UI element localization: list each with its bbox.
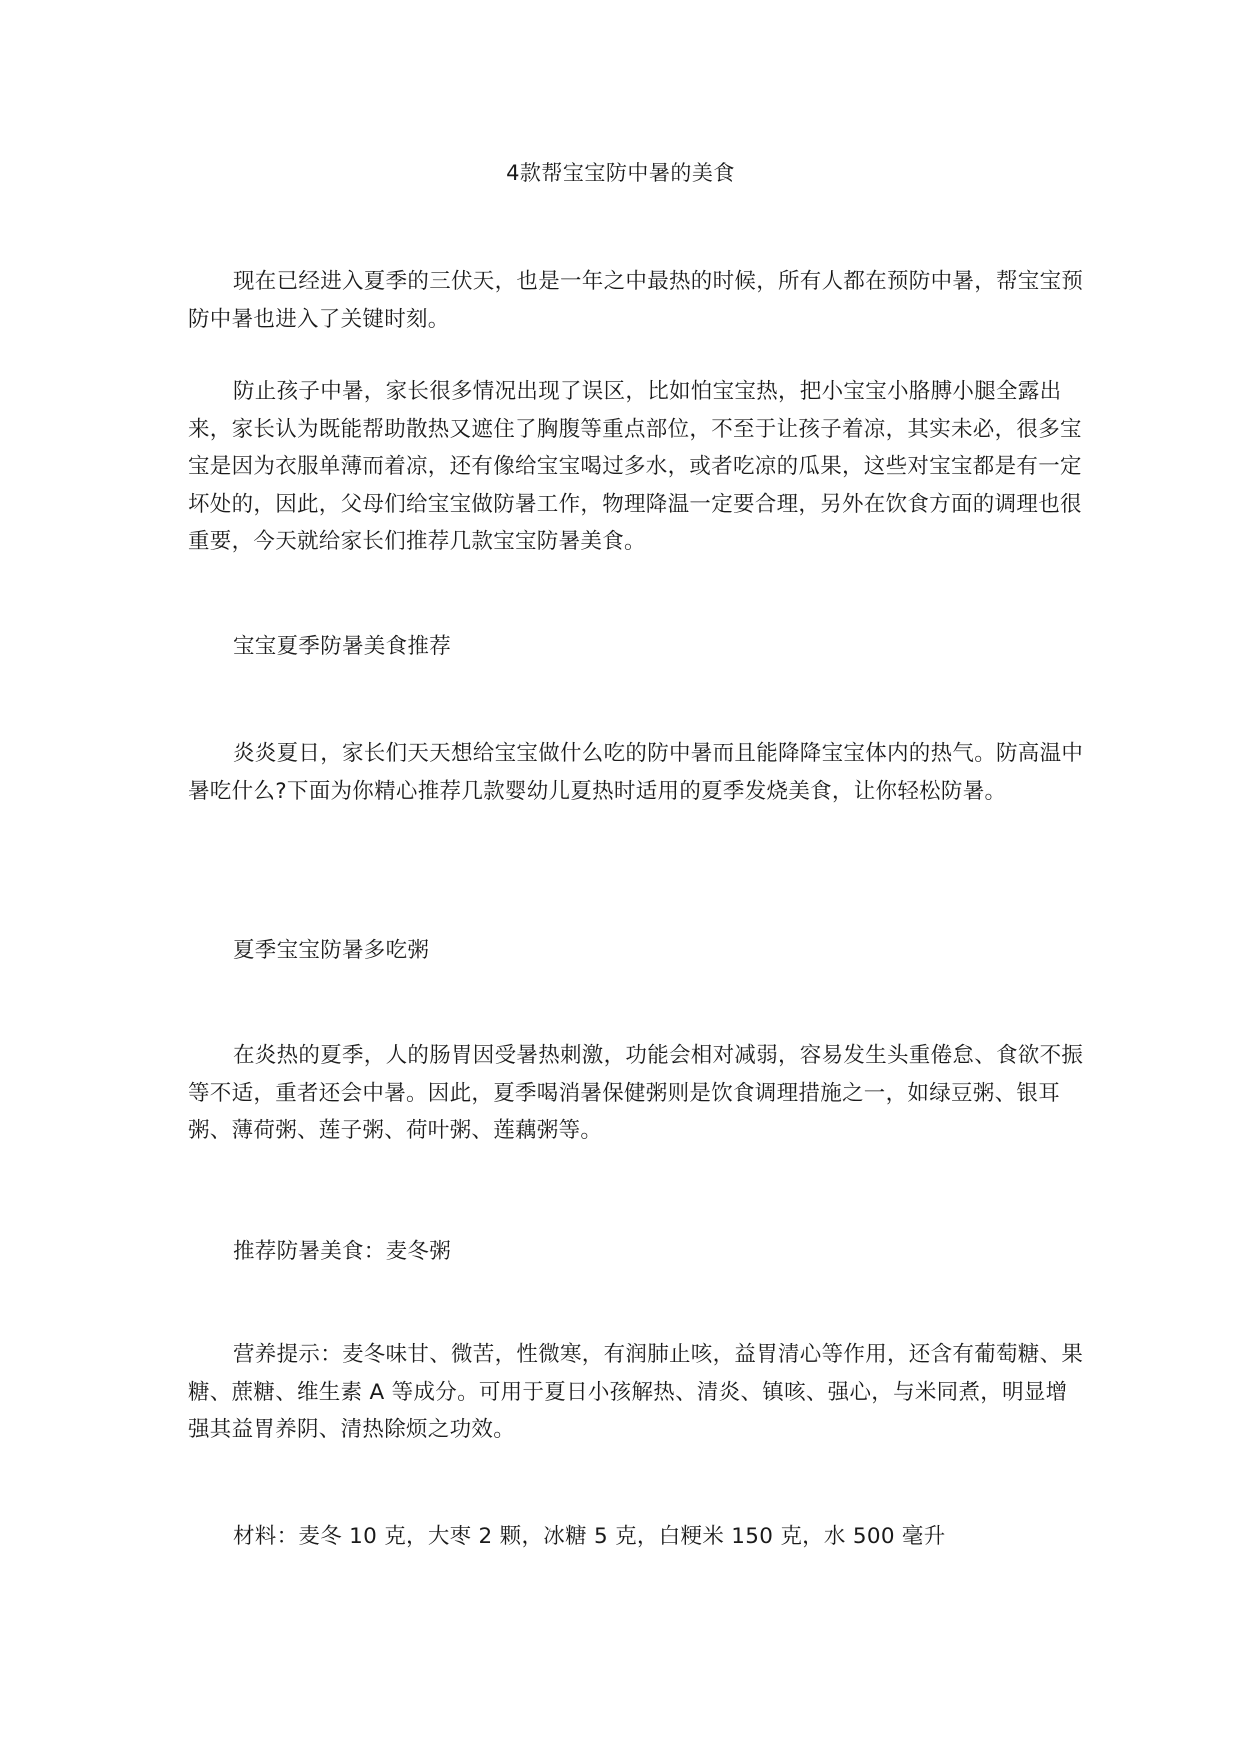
summer-food-paragraph: 炎炎夏日，家长们天天想给宝宝做什么吃的防中暑而且能降降宝宝体内的热气。防高温中暑吃什么?下面为你精心推荐几款婴幼儿夏热时适用的夏季发烧美食，让你轻松防暑。 [188, 741, 1084, 804]
nutrition-paragraph: 营养提示：麦冬味甘、微苦，性微寒，有润肺止咳，益胃清心等作用，还含有葡萄糖、果糖、蔗糖、维生素 A 等成分。可用于夏日小孩解热、清炎、镇咳、强心，与米同煮，明显增强其益胃养阴、清热除烦之功效。 [188, 1342, 1084, 1442]
porridge-paragraph: 在炎热的夏季，人的肠胃因受暑热刺激，功能会相对减弱，容易发生头重倦怠、食欲不振等不适，重者还会中暑。因此，夏季喝消暑保健粥则是饮食调理措施之一，如绿豆粥、银耳粥、薄荷粥、莲子粥、荷叶粥、莲藕粥等。 [188, 1043, 1084, 1143]
section-heading-maidong: 推荐防暑美食：麦冬粥 [233, 1239, 452, 1264]
misconception-paragraph: 防止孩子中暑，家长很多情况出现了误区，比如怕宝宝热，把小宝宝小胳膊小腿全露出来，家长认为既能帮助散热又遮住了胸腹等重点部位，不至于让孩子着凉，其实未必，很多宝宝是因为衣服单薄而着凉，还有像给宝宝喝过多水，或者吃凉的瓜果，这些对宝宝都是有一定坏处的，因此，父母们给宝宝做防暑工作，物理降温一定要合理，另外在饮食方面的调理也很重要，今天就给家长们推荐几款宝宝防暑美食。 [188, 379, 1082, 554]
section-heading-recommendations: 宝宝夏季防暑美食推荐 [233, 634, 452, 659]
section-heading-porridge: 夏季宝宝防暑多吃粥 [233, 938, 430, 963]
ingredients-paragraph: 材料：麦冬 10 克，大枣 2 颗，冰糖 5 克，白粳米 150 克，水 500 毫升 [233, 1524, 946, 1549]
intro-paragraph: 现在已经进入夏季的三伏天，也是一年之中最热的时候，所有人都在预防中暑，帮宝宝预防中暑也进入了关键时刻。 [188, 269, 1084, 332]
document-title: 4款帮宝宝防中暑的美食 [506, 161, 735, 185]
